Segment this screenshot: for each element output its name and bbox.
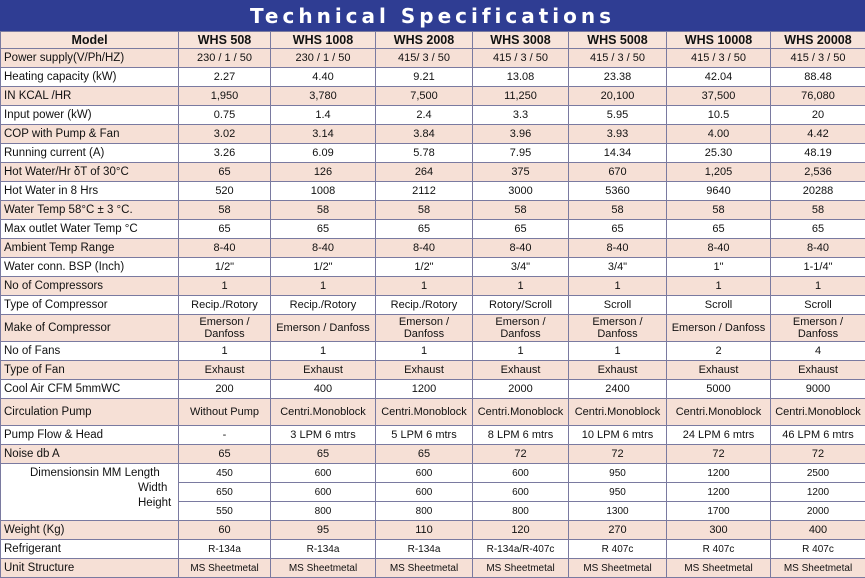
spec-value: 1 <box>376 342 473 361</box>
spec-value: 3000 <box>473 182 569 201</box>
spec-value: 8-40 <box>667 239 771 258</box>
spec-row <box>1 399 865 426</box>
spec-value: Without Pump <box>179 399 271 426</box>
spec-value: 200 <box>179 380 271 399</box>
spec-value: 2,536 <box>771 163 865 182</box>
spec-label: No of Fans <box>1 342 179 361</box>
dimension-value: 600 <box>473 464 569 483</box>
spec-value: 95 <box>271 521 376 540</box>
spec-value: Exhaust <box>569 361 667 380</box>
spec-value: Recip./Rotory <box>179 296 271 315</box>
spec-value: 2.4 <box>376 106 473 125</box>
spec-value: 5.95 <box>569 106 667 125</box>
spec-row <box>1 361 865 380</box>
spec-value: 37,500 <box>667 87 771 106</box>
spec-value: 375 <box>473 163 569 182</box>
spec-value: 65 <box>376 445 473 464</box>
header-row <box>1 32 865 49</box>
spec-value: 8-40 <box>569 239 667 258</box>
spec-value: R 407c <box>569 540 667 559</box>
spec-value: R-134a <box>271 540 376 559</box>
spec-label: COP with Pump & Fan <box>1 125 179 144</box>
spec-value: 520 <box>179 182 271 201</box>
spec-value: 8-40 <box>271 239 376 258</box>
spec-table-body <box>1 49 865 578</box>
spec-value: 5.78 <box>376 144 473 163</box>
spec-value: 13.08 <box>473 68 569 87</box>
dimension-value: 800 <box>271 502 376 521</box>
spec-value: 7.95 <box>473 144 569 163</box>
spec-value: MS Sheetmetal <box>179 559 271 578</box>
spec-value: 58 <box>376 201 473 220</box>
spec-label: No of Compressors <box>1 277 179 296</box>
model-name: WHS 20008 <box>771 32 865 49</box>
spec-value: Centri.Monoblock <box>569 399 667 426</box>
spec-value: 8 LPM 6 mtrs <box>473 426 569 445</box>
spec-value: 65 <box>473 220 569 239</box>
spec-value: 415 / 3 / 50 <box>569 49 667 68</box>
spec-value: 0.75 <box>179 106 271 125</box>
spec-value: 9000 <box>771 380 865 399</box>
spec-label: Noise db A <box>1 445 179 464</box>
dimensions-label-height: Height <box>4 496 176 511</box>
dimension-value: 1200 <box>771 483 865 502</box>
model-header: Model <box>1 32 179 49</box>
spec-value: 7,500 <box>376 87 473 106</box>
spec-value: 400 <box>771 521 865 540</box>
spec-label: Max outlet Water Temp °C <box>1 220 179 239</box>
spec-value: 230 / 1 / 50 <box>179 49 271 68</box>
spec-value: 20288 <box>771 182 865 201</box>
spec-value: Emerson / Danfoss <box>473 315 569 342</box>
spec-value: 1 <box>667 277 771 296</box>
spec-value: 264 <box>376 163 473 182</box>
spec-label: Circulation Pump <box>1 399 179 426</box>
spec-value: Emerson / Danfoss <box>771 315 865 342</box>
spec-value: 58 <box>667 201 771 220</box>
spec-label: Ambient Temp Range <box>1 239 179 258</box>
spec-row <box>1 144 865 163</box>
spec-label: Heating capacity (kW) <box>1 68 179 87</box>
spec-row <box>1 559 865 578</box>
spec-value: 65 <box>271 220 376 239</box>
spec-value: 2000 <box>473 380 569 399</box>
model-name: WHS 10008 <box>667 32 771 49</box>
spec-value: Emerson / Danfoss <box>569 315 667 342</box>
spec-value: Scroll <box>569 296 667 315</box>
spec-value: 1008 <box>271 182 376 201</box>
spec-value: Recip./Rotory <box>271 296 376 315</box>
dimension-value: 2000 <box>771 502 865 521</box>
dimension-value: 600 <box>376 464 473 483</box>
spec-value: 415/ 3 / 50 <box>376 49 473 68</box>
model-name: WHS 1008 <box>271 32 376 49</box>
spec-row <box>1 201 865 220</box>
spec-label: Water conn. BSP (Inch) <box>1 258 179 277</box>
spec-value: - <box>179 426 271 445</box>
model-name: WHS 2008 <box>376 32 473 49</box>
spec-label: Input power (kW) <box>1 106 179 125</box>
spec-value: Emerson / Danfoss <box>667 315 771 342</box>
spec-value: Rotory/Scroll <box>473 296 569 315</box>
spec-value: 6.09 <box>271 144 376 163</box>
spec-value: 20,100 <box>569 87 667 106</box>
spec-row <box>1 182 865 201</box>
dimension-value: 450 <box>179 464 271 483</box>
spec-value: 8-40 <box>771 239 865 258</box>
dimension-value: 1200 <box>667 464 771 483</box>
model-name: WHS 5008 <box>569 32 667 49</box>
spec-label: Pump Flow & Head <box>1 426 179 445</box>
spec-value: 72 <box>771 445 865 464</box>
spec-row <box>1 426 865 445</box>
spec-value: 24 LPM 6 mtrs <box>667 426 771 445</box>
spec-label: Water Temp 58°C ± 3 °C. <box>1 201 179 220</box>
dimension-value: 800 <box>473 502 569 521</box>
title-banner <box>0 0 865 31</box>
spec-row <box>1 258 865 277</box>
spec-row <box>1 277 865 296</box>
spec-label: Refrigerant <box>1 540 179 559</box>
spec-value: 3,780 <box>271 87 376 106</box>
spec-value: Emerson / Danfoss <box>376 315 473 342</box>
spec-label: Hot Water/Hr δT of 30°C <box>1 163 179 182</box>
spec-value: 5 LPM 6 mtrs <box>376 426 473 445</box>
spec-value: 3.96 <box>473 125 569 144</box>
spec-value: 110 <box>376 521 473 540</box>
spec-value: R-134a <box>376 540 473 559</box>
spec-value: 1 <box>771 277 865 296</box>
spec-value: 1/2" <box>179 258 271 277</box>
spec-value: 1 <box>271 342 376 361</box>
spec-value: MS Sheetmetal <box>771 559 865 578</box>
dimensions-label <box>1 464 179 521</box>
dimension-value: 600 <box>376 483 473 502</box>
spec-value: Centri.Monoblock <box>376 399 473 426</box>
dimensions-label-length: Length <box>125 467 160 479</box>
spec-row <box>1 106 865 125</box>
spec-value: 11,250 <box>473 87 569 106</box>
spec-value: 1.4 <box>271 106 376 125</box>
dimensions-label-width: Width <box>4 481 176 496</box>
spec-value: Scroll <box>771 296 865 315</box>
spec-value: 1 <box>569 277 667 296</box>
spec-value: Centri.Monoblock <box>473 399 569 426</box>
spec-value: 65 <box>179 220 271 239</box>
spec-row <box>1 239 865 258</box>
spec-value: 415 / 3 / 50 <box>771 49 865 68</box>
spec-value: 300 <box>667 521 771 540</box>
spec-value: 3.84 <box>376 125 473 144</box>
spec-label: Type of Fan <box>1 361 179 380</box>
spec-row <box>1 163 865 182</box>
dimension-value: 600 <box>473 483 569 502</box>
spec-row <box>1 87 865 106</box>
dimension-value: 600 <box>271 464 376 483</box>
dimension-value: 1700 <box>667 502 771 521</box>
spec-value: 65 <box>271 445 376 464</box>
spec-value: 1,205 <box>667 163 771 182</box>
spec-label: Power supply(V/Ph/HZ) <box>1 49 179 68</box>
spec-value: 3.93 <box>569 125 667 144</box>
spec-label: Cool Air CFM 5mmWC <box>1 380 179 399</box>
spec-value: R 407c <box>771 540 865 559</box>
spec-value: Emerson / Danfoss <box>271 315 376 342</box>
spec-value: 42.04 <box>667 68 771 87</box>
spec-value: 14.34 <box>569 144 667 163</box>
spec-value: 58 <box>771 201 865 220</box>
spec-value: 270 <box>569 521 667 540</box>
spec-value: 3.14 <box>271 125 376 144</box>
spec-value: 65 <box>569 220 667 239</box>
spec-label: IN KCAL /HR <box>1 87 179 106</box>
spec-value: 3 LPM 6 mtrs <box>271 426 376 445</box>
spec-value: 65 <box>667 220 771 239</box>
spec-value: 9.21 <box>376 68 473 87</box>
spec-value: 230 / 1 / 50 <box>271 49 376 68</box>
spec-value: Recip./Rotory <box>376 296 473 315</box>
spec-value: 65 <box>179 163 271 182</box>
spec-value: 58 <box>473 201 569 220</box>
spec-value: 65 <box>376 220 473 239</box>
spec-value: 1/2" <box>271 258 376 277</box>
spec-value: 1 <box>179 342 271 361</box>
spec-value: R-134a/R-407c <box>473 540 569 559</box>
spec-value: 72 <box>569 445 667 464</box>
spec-value: 58 <box>569 201 667 220</box>
spec-value: 3.3 <box>473 106 569 125</box>
spec-row <box>1 68 865 87</box>
dimension-row <box>1 464 865 483</box>
spec-value: Exhaust <box>376 361 473 380</box>
spec-value: 5000 <box>667 380 771 399</box>
dimension-value: 1300 <box>569 502 667 521</box>
spec-row <box>1 296 865 315</box>
spec-label: Hot Water in 8 Hrs <box>1 182 179 201</box>
spec-value: 72 <box>473 445 569 464</box>
dimension-value: 550 <box>179 502 271 521</box>
spec-value: 65 <box>179 445 271 464</box>
spec-value: 1 <box>376 277 473 296</box>
spec-value: 72 <box>667 445 771 464</box>
spec-value: Exhaust <box>771 361 865 380</box>
spec-value: Centri.Monoblock <box>771 399 865 426</box>
spec-value: Emerson / Danfoss <box>179 315 271 342</box>
spec-value: Exhaust <box>179 361 271 380</box>
dimension-value: 800 <box>376 502 473 521</box>
dimension-value: 1200 <box>667 483 771 502</box>
model-name: WHS 3008 <box>473 32 569 49</box>
spec-value: 415 / 3 / 50 <box>473 49 569 68</box>
spec-value: Scroll <box>667 296 771 315</box>
spec-value: 25.30 <box>667 144 771 163</box>
spec-value: 670 <box>569 163 667 182</box>
spec-row <box>1 380 865 399</box>
spec-value: 1" <box>667 258 771 277</box>
spec-value: 126 <box>271 163 376 182</box>
spec-value: 10.5 <box>667 106 771 125</box>
spec-value: 46 LPM 6 mtrs <box>771 426 865 445</box>
spec-value: MS Sheetmetal <box>473 559 569 578</box>
spec-value: 1 <box>473 277 569 296</box>
spec-value: 20 <box>771 106 865 125</box>
spec-value: 4.42 <box>771 125 865 144</box>
spec-row <box>1 315 865 342</box>
spec-value: 8-40 <box>376 239 473 258</box>
spec-value: Exhaust <box>667 361 771 380</box>
model-name: WHS 508 <box>179 32 271 49</box>
spec-value: 2 <box>667 342 771 361</box>
spec-value: 10 LPM 6 mtrs <box>569 426 667 445</box>
spec-value: MS Sheetmetal <box>376 559 473 578</box>
dimension-value: 650 <box>179 483 271 502</box>
spec-value: MS Sheetmetal <box>667 559 771 578</box>
spec-value: 88.48 <box>771 68 865 87</box>
spec-value: 120 <box>473 521 569 540</box>
spec-value: 400 <box>271 380 376 399</box>
spec-value: 1,950 <box>179 87 271 106</box>
spec-table <box>0 31 865 578</box>
spec-value: 2112 <box>376 182 473 201</box>
spec-value: R-134a <box>179 540 271 559</box>
spec-value: 1 <box>473 342 569 361</box>
dimensions-label-main: Dimensionsin MM <box>30 467 121 479</box>
spec-value: 48.19 <box>771 144 865 163</box>
spec-value: 58 <box>179 201 271 220</box>
spec-value: 60 <box>179 521 271 540</box>
spec-row <box>1 342 865 361</box>
spec-value: 4 <box>771 342 865 361</box>
spec-value: 8-40 <box>473 239 569 258</box>
spec-value: MS Sheetmetal <box>271 559 376 578</box>
dimension-value: 600 <box>271 483 376 502</box>
spec-row <box>1 49 865 68</box>
spec-value: Centri.Monoblock <box>271 399 376 426</box>
spec-value: 1 <box>271 277 376 296</box>
spec-label: Make of Compressor <box>1 315 179 342</box>
dimension-value: 950 <box>569 464 667 483</box>
spec-row <box>1 125 865 144</box>
spec-label: Running current (A) <box>1 144 179 163</box>
spec-value: 5360 <box>569 182 667 201</box>
spec-value: 1-1/4" <box>771 258 865 277</box>
spec-value: 2.27 <box>179 68 271 87</box>
spec-value: 8-40 <box>179 239 271 258</box>
spec-row <box>1 445 865 464</box>
spec-value: 3/4" <box>473 258 569 277</box>
spec-value: 1200 <box>376 380 473 399</box>
spec-row <box>1 540 865 559</box>
spec-value: 1 <box>569 342 667 361</box>
spec-value: 3/4" <box>569 258 667 277</box>
spec-value: 23.38 <box>569 68 667 87</box>
spec-label: Weight (Kg) <box>1 521 179 540</box>
dimension-value: 2500 <box>771 464 865 483</box>
spec-row <box>1 220 865 239</box>
spec-value: 4.40 <box>271 68 376 87</box>
spec-label: Type of Compressor <box>1 296 179 315</box>
spec-value: 3.26 <box>179 144 271 163</box>
spec-value: 4.00 <box>667 125 771 144</box>
spec-value: 1/2" <box>376 258 473 277</box>
spec-label: Unit Structure <box>1 559 179 578</box>
page-title: Technical Specifications <box>250 4 615 28</box>
spec-value: Centri.Monoblock <box>667 399 771 426</box>
spec-value: Exhaust <box>473 361 569 380</box>
spec-value: 1 <box>179 277 271 296</box>
spec-value: 9640 <box>667 182 771 201</box>
spec-value: 65 <box>771 220 865 239</box>
spec-value: 415 / 3 / 50 <box>667 49 771 68</box>
spec-value: R 407c <box>667 540 771 559</box>
spec-value: 58 <box>271 201 376 220</box>
spec-value: Exhaust <box>271 361 376 380</box>
dimension-value: 950 <box>569 483 667 502</box>
spec-row <box>1 521 865 540</box>
spec-value: MS Sheetmetal <box>569 559 667 578</box>
spec-value: 76,080 <box>771 87 865 106</box>
spec-value: 2400 <box>569 380 667 399</box>
spec-value: 3.02 <box>179 125 271 144</box>
